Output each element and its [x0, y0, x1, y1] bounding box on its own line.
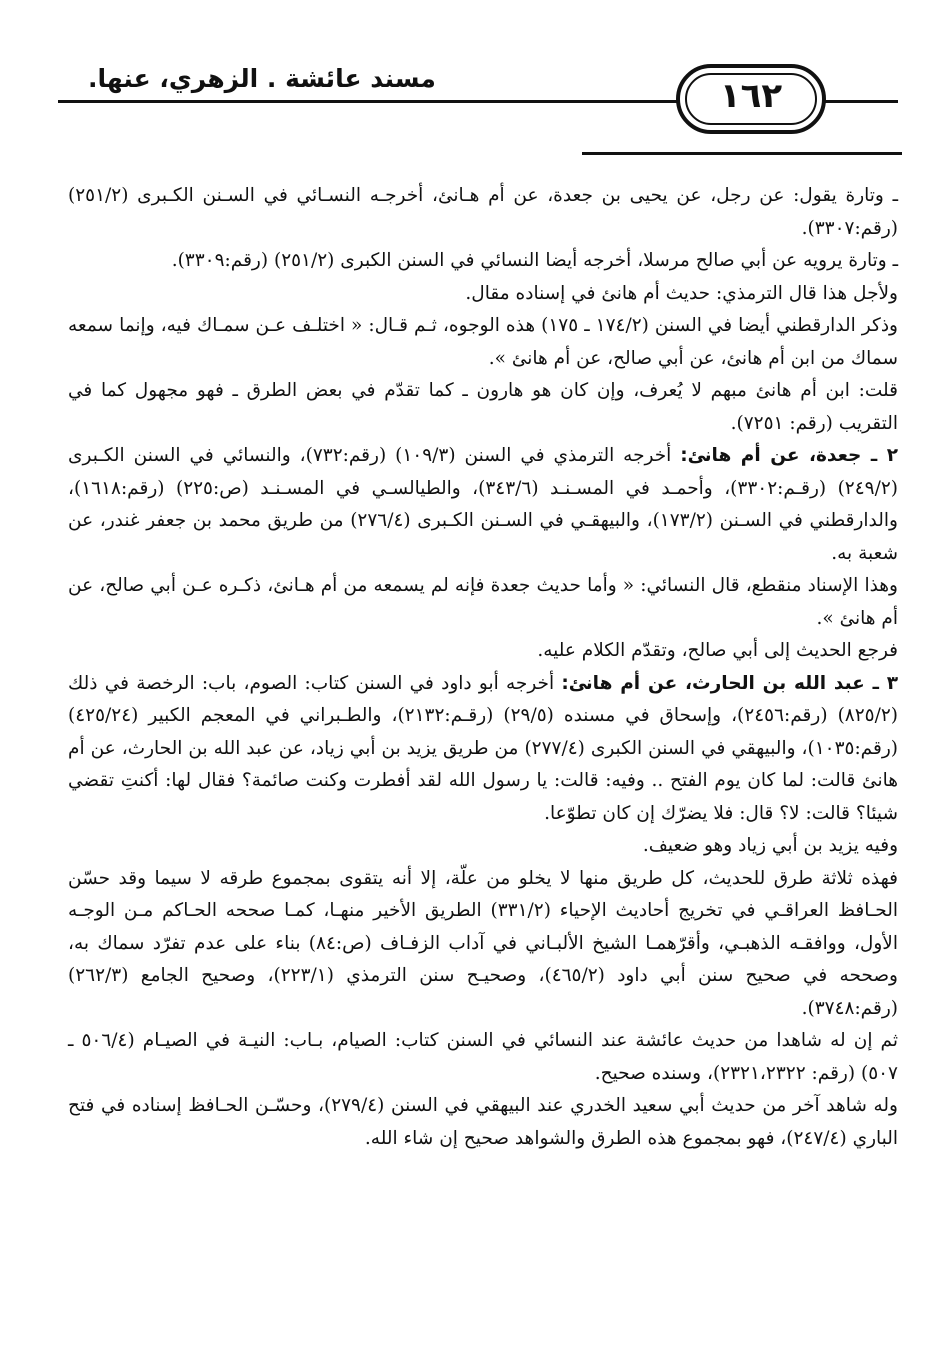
paragraph: ولأجل هذا قال الترمذي: حديث أم هانئ في إسناده مقال.: [465, 282, 898, 304]
paragraph-text: أخرجه الترمذي في السنن (١٠٩/٣) (رقم:٧٣٢)، والنسائي في السنن الكـبرى (٢٤٩/٢) (رقـم:٣٣٠٢)، وأحمـد في المسـنـد (٣٤٣/٦)، والطيالسـي في المسـنـد (ص:٢٢٥) (رقم:١٦١٨)، والدارقطني في السـنن (١٧٣/٢)، والبيهقـي في السـنن الكـبرى (٢٧٦/٤) من طريق محمد بن جعفر غندر، عن شعبة به.: [68, 445, 898, 564]
paragraph: قلت: ابن أم هانئ مبهم لا يُعرف، وإن كان هو هارون ـ كما تقدّم في بعض الطرق ـ فهو مجهول كما في التقريب (رقم: ٧٢٥١).: [68, 380, 898, 434]
paragraph: وفيه يزيد بن أبي زياد وهو ضعيف.: [642, 835, 898, 856]
page-number: ١٦٢: [719, 76, 783, 116]
paragraph-chain-3: [68, 668, 898, 831]
paragraph: ـ وتارة يرويه عن أبي صالح مرسلا، أخرجه أيضا النسائي في السنن الكبرى (٢٥١/٢) (رقم:٣٣٠٩).: [171, 250, 898, 271]
paragraph: وله شاهد آخر من حديث أبي سعيد الخدري عند البيهقي في السنن (٢٧٩/٤)، وحسّـن الحـافظ إسناده في فتح الباري (٢٤٧/٤)، فهو بمجموع هذه الطرق والشواهد صحيح إن شاء الله.: [68, 1095, 898, 1149]
running-title: مسند عائشة . الزهري، عنها.: [88, 64, 436, 93]
section-lead: ٣ ـ عبد الله بن الحارث، عن أم هانئ:: [561, 672, 898, 694]
section-lead: ٢ ـ جعدة، عن أم هانئ:: [680, 445, 898, 466]
paragraph: وهذا الإسناد منقطع، قال النسائي: « وأما حديث جعدة فإنه لم يسمعه من أم هـانئ، ذكـره عـن أبي صالح، عن أم هانئ ».: [68, 575, 898, 629]
paragraph: فرجع الحديث إلى أبي صالح، وتقدّم الكلام عليه.: [537, 640, 898, 661]
page-number-frame: [676, 64, 826, 134]
paragraph: وذكر الدارقطني أيضا في السنن (١٧٤/٢ ـ ١٧٥) هذه الوجوه، ثـم قـال: « اختلـف عـن سمـاك فيه، وإنما سمعه سماك من ابن أم هانئ، عن أبي صالح، عن أم هانئ ».: [68, 315, 898, 369]
page-header: [58, 48, 898, 158]
body-text: [68, 180, 898, 1155]
paragraph: فهذه ثلاثة طرق للحديث، كل طريق منها لا يخلو من علّة، إلا أنه يتقوى بمجموع طرقه لا سيما وقد حسّن الحـافظ العراقـي في تخريج أحاديث الإحياء (٣٣١/٢) الطريق الأخير منهـا، كمـا صححه الحـاكم مـن الوجـه الأول، ووافقـه الذهبـي، وأقرّهمـا الشيخ الألبـاني في آداب الزفـاف (ص:٨٤) بناء على عدم تفرّد سماك به، وصححه في صحيح سنن أبي داود (٤٦٥/٢)، وصحيـح سنن الترمذي (٢٢٣/١)، وصحيح الجامع (٢٦٢/٣) (رقم:٣٧٤٨).: [68, 867, 898, 1019]
paragraph: ـ وتارة يقول: عن رجل، عن يحيى بن جعدة، عن أم هـانئ، أخرجـه النسـائي في السـنن الكـبرى (٢٥١/٢) (رقم:٣٣٠٧).: [68, 185, 898, 239]
paragraph: ثم إن له شاهدا من حديث عائشة عند النسائي في السنن كتاب: الصيام، بـاب: النيـة في الصيـام (٥٠٦/٤ ـ ٥٠٧) (رقم: ٢٣٢١،٢٣٢٢)، وسنده صحيح.: [68, 1030, 898, 1084]
paragraph-text: أخرجه أبو داود في السنن كتاب: الصوم، باب: الرخصة في ذلك (٨٢٥/٢) (رقم:٢٤٥٦)، وإسحاق في مسنده (٢٩/٥) (رقـم:٢١٣٢)، والطـبراني في المعجم الكبير (٤٢٥/٢٤) (رقم:١٠٣٥)، والبيهقي في السنن الكبرى (٢٧٧/٤) من طريق يزيد بن أبي زياد، عن عبد الله بن الحارث، عن أم هانئ قالت: لما كان يوم الفتح .. وفيه: قالت: يا رسول الله لقد أفطرت وكنت صائمة؟ فقال لها: أكنتِ تقضي شيئا؟ قالت: لا؟ قال: فلا يضرّك إن كان تطوّعا.: [68, 672, 898, 824]
separator-rule: [582, 152, 902, 155]
paragraph-chain-2: [68, 440, 898, 570]
